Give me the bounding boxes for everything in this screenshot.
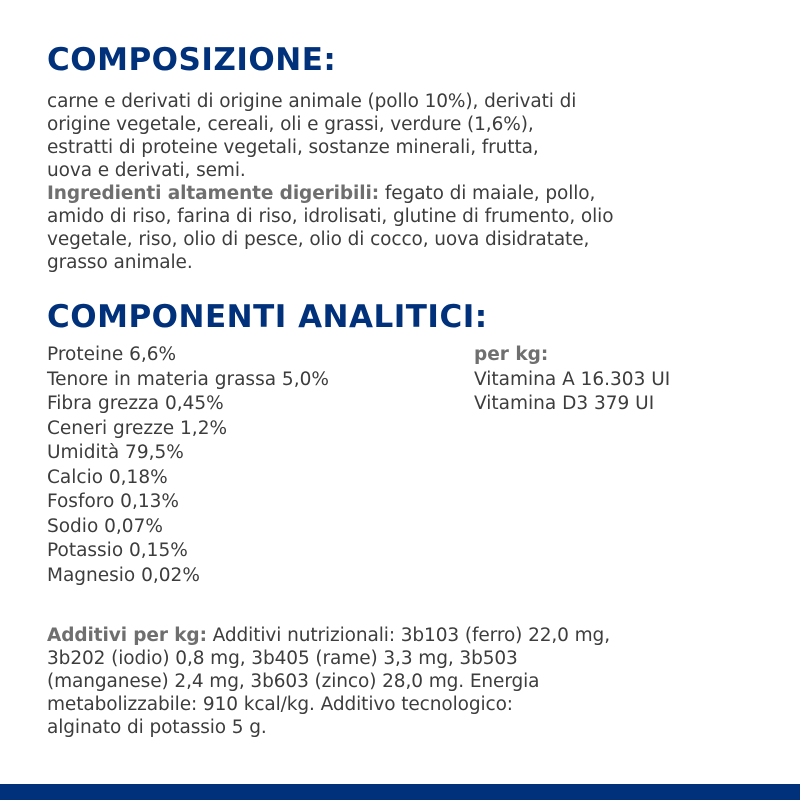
composition-line: origine vegetale, cereali, oli e grassi, verdure (1,6%), (47, 114, 534, 135)
additives-text: Additivi nutrizionali: 3b103 (ferro) 22,0 mg, (206, 625, 610, 646)
vitamin-item: Vitamina D3 379 UI (474, 393, 655, 414)
component-item: Calcio 0,18% (47, 466, 168, 488)
component-item: Sodio 0,07% (47, 515, 163, 537)
digestible-ingredients-line: grasso animale. (47, 252, 193, 273)
component-item: Potassio 0,15% (47, 540, 188, 561)
analytical-components-list (47, 343, 329, 588)
component-item: Fosforo 0,13% (47, 491, 179, 512)
additives-label: Additivi per kg: (47, 625, 207, 646)
component-item: Umidità 79,5% (47, 442, 184, 463)
component-item: Magnesio 0,02% (47, 564, 200, 586)
vitamins-list (474, 343, 670, 417)
analytical-components-heading: COMPONENTI ANALITICI: (47, 299, 488, 335)
component-item: Tenore in materia grassa 5,0% (47, 368, 329, 390)
component-item: Proteine 6,6% (47, 344, 177, 365)
additives-line: 3b202 (iodio) 0,8 mg, 3b405 (rame) 3,3 mg, 3b503 (47, 648, 518, 669)
composition-line: uova e derivati, semi. (47, 160, 246, 181)
additives-line: metabolizzabile: 910 kcal/kg. Additivo tecnologico: (47, 694, 513, 715)
per-kg-label: per kg: (474, 344, 549, 365)
additives-line (47, 624, 787, 647)
additives-line: alginato di potassio 5 g. (47, 717, 267, 738)
composition-line: estratti di proteine vegetali, sostanze minerali, frutta, (47, 137, 539, 158)
digestible-ingredients-text: fegato di maiale, pollo, (379, 183, 596, 204)
digestible-ingredients-line: amido di riso, farina di riso, idrolisati, glutine di frumento, olio (47, 206, 614, 227)
bottom-brand-bar (0, 784, 800, 800)
vitamin-item: Vitamina A 16.303 UI (474, 368, 671, 390)
digestible-ingredients-line: vegetale, riso, olio di pesce, olio di cocco, uova disidratate, (47, 229, 590, 250)
component-item: Fibra grezza 0,45% (47, 393, 224, 414)
digestible-ingredients-label: Ingredienti altamente digeribili: (47, 183, 380, 204)
composition-line: carne e derivati di origine animale (pollo 10%), derivati di (47, 91, 577, 112)
additives-paragraph (47, 624, 787, 739)
component-item: Ceneri grezze 1,2% (47, 417, 228, 439)
digestible-ingredients-line (47, 182, 787, 205)
composition-heading: COMPOSIZIONE: (47, 42, 337, 78)
additives-line: (manganese) 2,4 mg, 3b603 (zinco) 28,0 mg. Energia (47, 671, 540, 692)
composition-paragraph (47, 90, 787, 274)
